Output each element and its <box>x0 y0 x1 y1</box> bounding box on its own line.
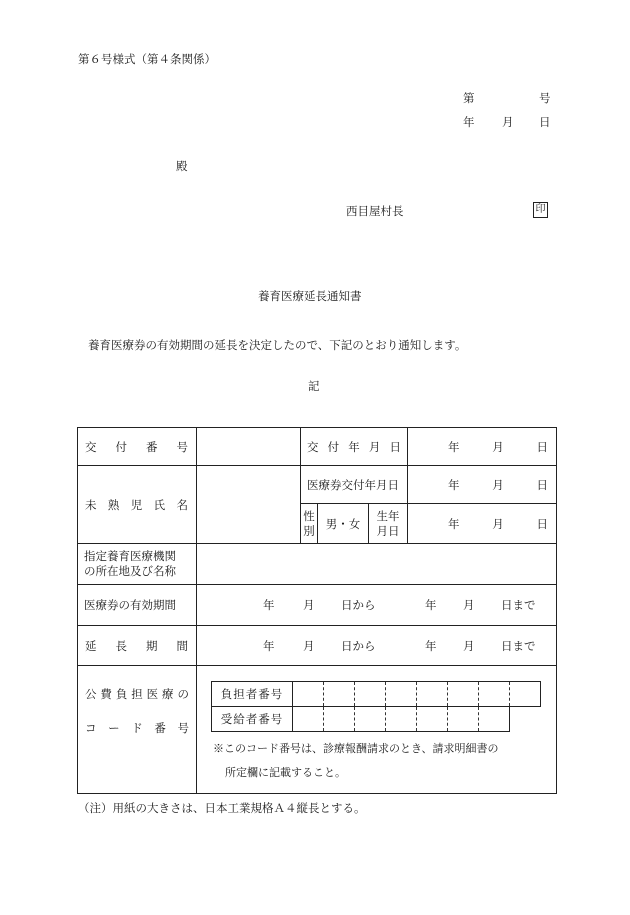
extension-period-label-char: 延 <box>85 638 97 653</box>
payer-digit-cell <box>448 682 479 707</box>
issue-date-label <box>301 428 408 466</box>
issue-number-label-char: 付 <box>115 439 127 454</box>
issue-date-label-char: 年 <box>348 439 360 454</box>
validity-from-year: 年 <box>263 598 275 612</box>
birth-label-line: 生年 <box>376 508 400 523</box>
recipient-digit-cell <box>417 707 448 732</box>
form-number: 第６号様式（第４条関係） <box>78 52 216 66</box>
ki-heading: 記 <box>308 379 320 393</box>
date-day: 日 <box>539 115 551 129</box>
payer-digit-cell <box>293 682 324 707</box>
issue-number-value <box>197 428 301 466</box>
medical-institution-label-line: の所在地及び名称 <box>84 564 176 578</box>
birth-date-value <box>408 504 557 544</box>
extension-period-label <box>78 626 197 666</box>
medical-institution-value <box>197 544 557 585</box>
payer-digit-cell <box>479 682 510 707</box>
public-code-label-char: の <box>177 687 189 701</box>
public-code-label-char: 療 <box>162 687 174 701</box>
issue-date-label-char: 付 <box>327 439 340 454</box>
row-extension-period <box>78 626 557 666</box>
ticket-date-day: 日 <box>536 477 548 492</box>
extension-to-month: 月 <box>463 638 475 653</box>
code-note-line2: 所定欄に記載すること。 <box>225 766 346 779</box>
recipient-digit-cell <box>293 707 324 732</box>
date-year: 年 <box>463 115 475 129</box>
validity-period-value <box>197 585 557 626</box>
validity-to-month: 月 <box>463 598 475 612</box>
row-validity-period <box>78 585 557 626</box>
row-infant-name-top <box>78 466 557 504</box>
sex-value: 男・女 <box>318 504 369 544</box>
issue-date-day: 日 <box>536 439 548 454</box>
row-issue-number <box>78 428 557 466</box>
public-code-label-char: 公 <box>85 687 97 701</box>
payer-digit-cell <box>324 682 355 707</box>
body-text: 養育医療券の有効期間の延長を決定したので、下記のとおり通知します。 <box>88 338 467 352</box>
validity-period-label-text: 医療券の有効期間 <box>84 598 176 612</box>
medical-institution-label-line: 指定養育医療機関 <box>84 549 176 563</box>
ticket-date-year: 年 <box>448 477 460 492</box>
recipient-digit-cell <box>479 707 510 732</box>
issue-date-value <box>408 428 557 466</box>
infant-name-label-char: 名 <box>176 497 188 512</box>
infant-name-label-char: 未 <box>85 497 97 512</box>
infant-name-label-char: 熟 <box>107 497 120 512</box>
payer-number-grid <box>211 681 541 707</box>
recipient-digit-cell <box>355 707 386 732</box>
medical-institution-label <box>78 544 197 585</box>
public-code-label <box>78 666 197 794</box>
issuer-name: 西目屋村長 <box>346 204 404 218</box>
recipient-number-row <box>212 707 510 732</box>
public-code-label-char: 費 <box>100 687 112 701</box>
public-code-label-char: 番 <box>154 721 166 735</box>
payer-number-row <box>212 682 541 707</box>
public-code-label-char: 負 <box>115 687 128 701</box>
public-code-label-char: 医 <box>146 687 159 701</box>
date-month: 月 <box>502 115 514 129</box>
public-code-label-char: 担 <box>131 687 143 701</box>
extension-from-month: 月 <box>303 638 315 653</box>
public-code-label-char: コ <box>85 721 97 735</box>
code-note-line1: ※このコード番号は、診療報酬請求のとき、請求明細書の <box>213 742 499 755</box>
birth-date-year: 年 <box>448 516 460 531</box>
ticket-date-month: 月 <box>492 477 504 492</box>
infant-name-label <box>78 466 197 544</box>
extension-period-label-char: 間 <box>176 638 188 653</box>
issue-number-label-char: 番 <box>146 439 158 454</box>
issue-date-label-char: 交 <box>307 439 319 454</box>
issue-number-label <box>78 428 197 466</box>
extension-from-day: 日から <box>341 638 376 653</box>
seal-mark: 印 <box>533 202 548 218</box>
addressee-suffix: 殿 <box>176 159 188 173</box>
extension-period-label-char: 期 <box>146 638 158 653</box>
infant-name-value <box>197 466 301 544</box>
public-code-value <box>197 666 557 794</box>
public-code-label-char: ド <box>131 721 143 735</box>
document-title: 養育医療延長通知書 <box>258 289 362 303</box>
issue-date-year: 年 <box>448 439 460 454</box>
validity-to-day: 日まで <box>501 598 536 612</box>
recipient-number-grid <box>211 706 510 732</box>
row-public-code <box>78 666 557 794</box>
payer-digit-cell <box>386 682 417 707</box>
extension-to-year: 年 <box>425 638 437 653</box>
ticket-issue-date-label-text: 医療券交付年月日 <box>307 477 399 492</box>
doc-no-suffix: 号 <box>539 91 551 105</box>
sex-label <box>301 504 318 544</box>
payer-number-label: 負担者番号 <box>212 682 293 707</box>
infant-name-label-char: 児 <box>130 497 143 512</box>
birth-date-day: 日 <box>536 516 548 531</box>
doc-no-prefix: 第 <box>463 91 475 105</box>
payer-digit-cell <box>417 682 448 707</box>
payer-digit-cell <box>355 682 386 707</box>
validity-period-label <box>78 585 197 626</box>
notice-table <box>77 427 557 794</box>
issue-number-label-char: 交 <box>85 439 97 454</box>
footer-note: （注）用紙の大きさは、日本工業規格Ａ４縦長とする。 <box>78 801 366 815</box>
public-code-label-char: ー <box>108 721 120 735</box>
extension-period-label-char: 長 <box>115 638 127 653</box>
recipient-digit-cell <box>324 707 355 732</box>
validity-to-year: 年 <box>425 598 437 612</box>
issue-number-label-char: 号 <box>176 439 188 454</box>
infant-name-label-char: 氏 <box>153 497 166 512</box>
issue-date-label-char: 日 <box>389 439 401 454</box>
issue-date-month: 月 <box>492 439 504 454</box>
public-code-label-char: 号 <box>177 721 189 735</box>
ticket-issue-date-label <box>301 466 408 504</box>
ticket-issue-date-value <box>408 466 557 504</box>
birth-date-label <box>369 504 408 544</box>
recipient-digit-cell <box>448 707 479 732</box>
recipient-number-label: 受給者番号 <box>212 707 293 732</box>
extension-period-value <box>197 626 557 666</box>
extension-from-year: 年 <box>263 638 275 653</box>
issue-date-label-char: 月 <box>368 439 381 454</box>
recipient-digit-cell <box>386 707 417 732</box>
validity-from-day: 日から <box>341 598 376 612</box>
birth-date-month: 月 <box>492 516 504 531</box>
validity-from-month: 月 <box>303 598 315 612</box>
extension-to-day: 日まで <box>501 638 536 653</box>
birth-label-line: 月日 <box>376 523 400 538</box>
payer-digit-cell <box>510 682 541 707</box>
row-medical-institution <box>78 544 557 585</box>
sex-label-line: 別 <box>303 523 315 538</box>
sex-label-line: 性 <box>303 508 315 523</box>
